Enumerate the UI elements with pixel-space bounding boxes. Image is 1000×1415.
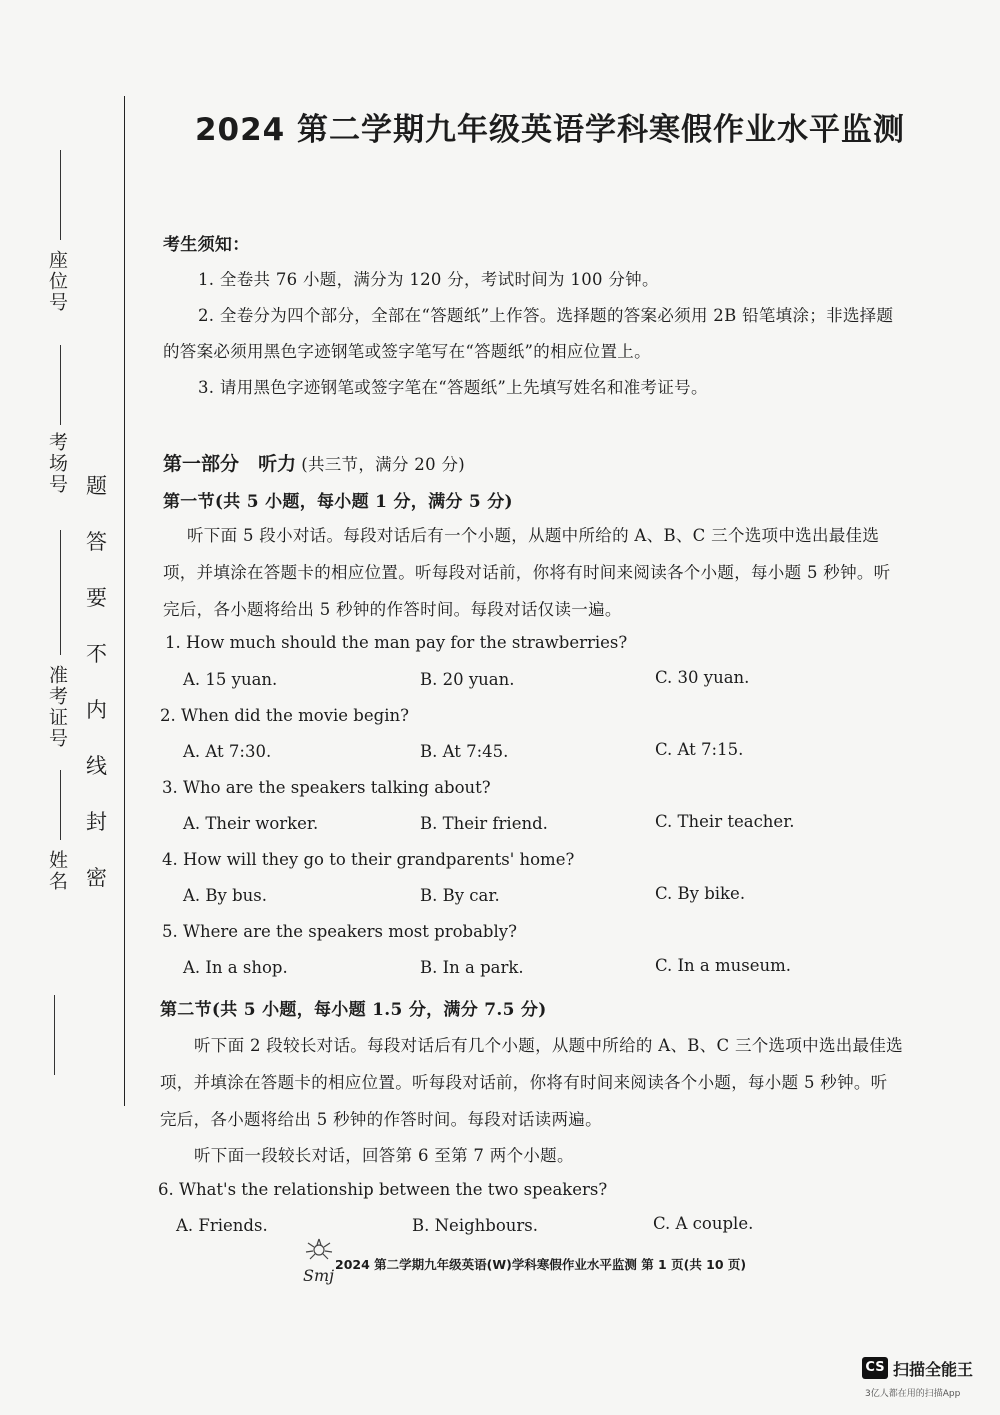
binding-line <box>124 96 125 1106</box>
logo-text: Smj <box>303 1266 335 1285</box>
option-a: A. Friends. <box>176 1216 268 1235</box>
option-c: C. A couple. <box>653 1214 754 1233</box>
instruction-line: 完后，各小题将给出 5 秒钟的作答时间。每段对话仅读一遍。 <box>163 600 622 619</box>
question-text: 2. When did the movie begin? <box>160 706 409 725</box>
seal-char: 不 <box>86 642 107 666</box>
part-number: 第一部分 <box>163 453 240 475</box>
sub-instruction: 听下面一段较长对话，回答第 6 至第 7 两个小题。 <box>194 1146 574 1165</box>
option-a: A. 15 yuan. <box>183 670 278 689</box>
option-b: B. At 7:45. <box>420 742 509 761</box>
seal-char: 内 <box>86 698 107 722</box>
instruction-line: 听下面 5 段小对话。每段对话后有一个小题，从题中所给的 A、B、C 三个选项中选出最佳选 <box>187 526 880 545</box>
option-a: A. By bus. <box>183 886 267 905</box>
seat-number-label: 座位号 <box>46 250 68 313</box>
name-label: 姓名 <box>46 850 68 892</box>
option-c: C. By bike. <box>655 884 746 903</box>
instruction-line: 项，并填涂在答题卡的相应位置。听每段对话前，你将有时间来阅读各个小题，每小题 5 秒钟。听 <box>160 1073 888 1092</box>
part-heading <box>163 449 465 476</box>
question-text: 6. What's the relationship between the two speakers? <box>158 1180 608 1199</box>
instruction-line: 听下面 2 段较长对话。每段对话后有几个小题，从题中所给的 A、B、C 三个选项中选出最佳选 <box>194 1036 903 1055</box>
sunflower-icon <box>298 1237 340 1287</box>
part-name: 听力 <box>258 453 297 475</box>
seal-char: 答 <box>86 530 107 554</box>
seal-char: 密 <box>86 866 107 890</box>
seal-char: 封 <box>86 810 107 834</box>
option-b: B. 20 yuan. <box>420 670 515 689</box>
page-title: 2024 第二学期九年级英语学科寒假作业水平监测 <box>194 112 906 148</box>
room-number-label: 考场号 <box>46 432 68 495</box>
option-b: B. In a park. <box>420 958 524 977</box>
notice-item: 2. 全卷分为四个部分，全部在“答题纸”上作答。选择题的答案必须用 2B 铅笔填涂；非选择题 <box>198 306 894 325</box>
scanner-name: 扫描全能王 <box>893 1360 974 1379</box>
option-c: C. 30 yuan. <box>655 668 750 687</box>
notice-item: 的答案必须用黑色字迹钢笔或签字笔写在“答题纸”的相应位置上。 <box>163 342 651 361</box>
option-b: B. Their friend. <box>420 814 548 833</box>
page-footer: 2024 第二学期九年级英语(W)学科寒假作业水平监测 第 1 页(共 10 页) <box>335 1257 747 1272</box>
name-blank <box>60 770 61 840</box>
notice-item: 1. 全卷共 76 小题，满分为 120 分，考试时间为 100 分钟。 <box>198 270 659 289</box>
option-a: A. Their worker. <box>183 814 319 833</box>
question-text: 4. How will they go to their grandparents' home? <box>162 850 575 869</box>
option-c: C. In a museum. <box>655 956 792 975</box>
question-text: 3. Who are the speakers talking about? <box>162 778 491 797</box>
seal-char: 要 <box>86 586 107 610</box>
option-c: C. Their teacher. <box>655 812 795 831</box>
class-blank <box>54 995 55 1075</box>
notice-heading: 考生须知： <box>163 235 250 255</box>
section-heading: 第二节(共 5 小题，每小题 1.5 分，满分 7.5 分) <box>160 1000 547 1020</box>
cs-badge: CS <box>862 1357 888 1379</box>
exam-id-label: 准考证号 <box>46 665 68 749</box>
question-text: 1. How much should the man pay for the strawberries? <box>165 633 628 652</box>
seat-number-blank <box>60 150 61 240</box>
option-a: A. In a shop. <box>183 958 288 977</box>
option-b: B. Neighbours. <box>412 1216 539 1235</box>
section-heading: 第一节(共 5 小题，每小题 1 分，满分 5 分) <box>163 492 513 512</box>
part-note: (共三节，满分 20 分) <box>301 455 465 474</box>
room-number-blank <box>60 345 61 425</box>
seal-char: 题 <box>86 474 107 498</box>
exam-id-blank <box>60 530 61 655</box>
seal-char: 线 <box>86 754 107 778</box>
question-text: 5. Where are the speakers most probably? <box>162 922 517 941</box>
instruction-line: 项，并填涂在答题卡的相应位置。听每段对话前，你将有时间来阅读各个小题，每小题 5 秒钟。听 <box>163 563 891 582</box>
publisher-logo <box>298 1237 340 1287</box>
scanner-tagline: 3亿人都在用的扫描App <box>865 1389 961 1399</box>
option-b: B. By car. <box>420 886 500 905</box>
option-c: C. At 7:15. <box>655 740 744 759</box>
option-a: A. At 7:30. <box>183 742 272 761</box>
instruction-line: 完后，各小题将给出 5 秒钟的作答时间。每段对话读两遍。 <box>160 1110 602 1129</box>
notice-item: 3. 请用黑色字迹钢笔或签字笔在“答题纸”上先填写姓名和准考证号。 <box>198 378 708 397</box>
